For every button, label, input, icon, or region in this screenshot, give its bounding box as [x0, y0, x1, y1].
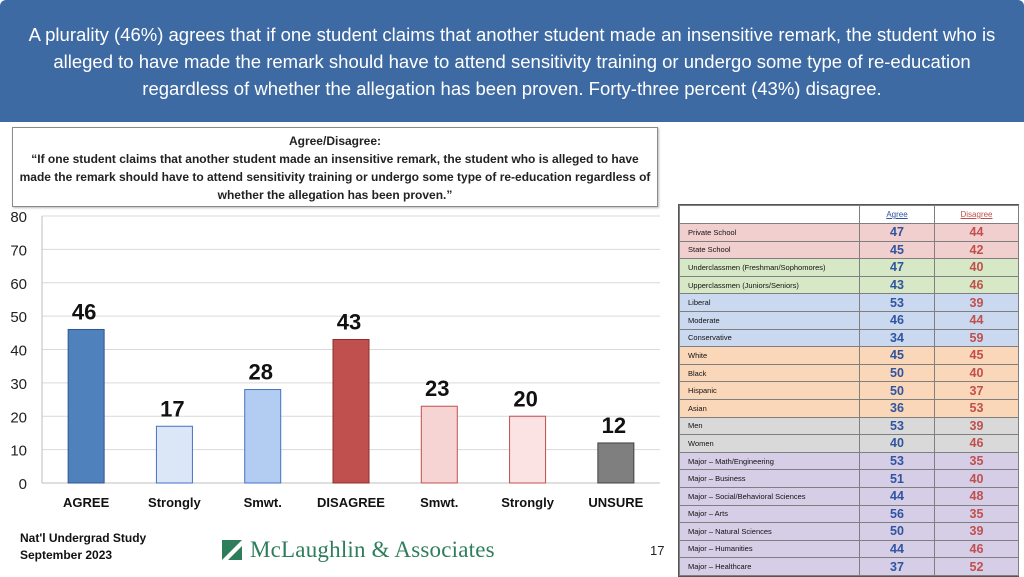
row-label: Major – Humanities [680, 540, 860, 558]
row-disagree-value: 59 [935, 329, 1019, 347]
row-disagree-value: 52 [935, 558, 1019, 576]
question-box [12, 127, 658, 207]
table-header-agree: Agree [860, 206, 935, 224]
table-row [680, 294, 1019, 312]
demographics-grid [679, 205, 1019, 576]
row-agree-value: 53 [860, 417, 935, 435]
row-agree-value: 46 [860, 311, 935, 329]
y-tick-label: 40 [10, 342, 27, 360]
row-disagree-value: 45 [935, 347, 1019, 365]
row-agree-value: 34 [860, 329, 935, 347]
table-row [680, 452, 1019, 470]
x-category-label: Smwt. [420, 495, 459, 510]
row-label: Upperclassmen (Juniors/Seniors) [680, 276, 860, 294]
row-agree-value: 50 [860, 523, 935, 541]
logo-mark-icon [222, 540, 242, 560]
bar [333, 339, 369, 483]
study-info [20, 530, 146, 564]
table-header-row [680, 206, 1019, 224]
data-label: 46 [71, 299, 97, 325]
row-disagree-value: 39 [935, 523, 1019, 541]
demographics-table [678, 204, 1019, 577]
x-category-label: AGREE [63, 495, 110, 510]
table-row [680, 417, 1019, 435]
row-disagree-value: 48 [935, 487, 1019, 505]
company-logo [222, 536, 495, 564]
row-label: Liberal [680, 294, 860, 312]
table-row [680, 470, 1019, 488]
x-category-label: Strongly [501, 495, 554, 510]
row-agree-value: 45 [860, 241, 935, 259]
row-label: Women [680, 435, 860, 453]
row-label: Conservative [680, 329, 860, 347]
row-disagree-value: 39 [935, 294, 1019, 312]
y-tick-label: 60 [10, 275, 27, 293]
row-label: Asian [680, 399, 860, 417]
row-label: Hispanic [680, 382, 860, 400]
row-agree-value: 50 [860, 382, 935, 400]
row-label: Major – Arts [680, 505, 860, 523]
table-row [680, 241, 1019, 259]
table-row [680, 259, 1019, 277]
row-disagree-value: 44 [935, 224, 1019, 242]
data-label: 43 [336, 309, 362, 335]
bar [156, 426, 192, 483]
data-label: 28 [248, 359, 273, 385]
y-tick-label: 70 [10, 242, 27, 260]
bar-chart [0, 207, 670, 517]
row-agree-value: 53 [860, 294, 935, 312]
row-disagree-value: 46 [935, 540, 1019, 558]
row-agree-value: 53 [860, 452, 935, 470]
row-disagree-value: 53 [935, 399, 1019, 417]
x-category-label: Strongly [148, 495, 201, 510]
table-row [680, 399, 1019, 417]
data-label: 12 [601, 412, 627, 438]
question-title: Agree/Disagree: [288, 134, 382, 148]
row-disagree-value: 40 [935, 470, 1019, 488]
logo-text: McLaughlin & Associates [250, 537, 495, 562]
row-agree-value: 45 [860, 347, 935, 365]
table-row [680, 540, 1019, 558]
row-disagree-value: 46 [935, 276, 1019, 294]
table-row [680, 364, 1019, 382]
row-agree-value: 51 [860, 470, 935, 488]
study-name: Nat'l Undergrad Study [20, 531, 147, 545]
row-agree-value: 44 [860, 487, 935, 505]
header-summary-text: A plurality (46%) agrees that if one student claims that another student made an insensitive remark, the student who is alleged to have made the remark should have to attend sensitivity training or undergo some type of re-education regardless of whether the allegation has been proven. Forty-three percent (43%) disagree. [28, 23, 996, 99]
row-label: Moderate [680, 311, 860, 329]
row-disagree-value: 40 [935, 259, 1019, 277]
row-disagree-value: 37 [935, 382, 1019, 400]
row-agree-value: 47 [860, 259, 935, 277]
slide-header [0, 0, 1024, 122]
table-row [680, 523, 1019, 541]
table-header-disagree: Disagree [935, 206, 1019, 224]
table-row [680, 435, 1019, 453]
table-row [680, 224, 1019, 242]
bar [245, 390, 281, 483]
row-agree-value: 37 [860, 558, 935, 576]
bar [68, 329, 104, 483]
data-label: 17 [160, 396, 185, 422]
row-label: Major – Math/Engineering [680, 452, 860, 470]
y-tick-label: 50 [10, 309, 27, 327]
row-label: Underclassmen (Freshman/Sophomores) [680, 259, 860, 277]
row-agree-value: 36 [860, 399, 935, 417]
y-tick-label: 0 [18, 476, 27, 493]
table-row [680, 276, 1019, 294]
row-label: Black [680, 364, 860, 382]
y-tick-label: 30 [10, 375, 27, 393]
row-label: Major – Business [680, 470, 860, 488]
row-label: State School [680, 241, 860, 259]
bar [598, 443, 634, 483]
table-row [680, 382, 1019, 400]
table-row [680, 329, 1019, 347]
y-tick-label: 20 [10, 409, 27, 427]
question-text: “If one student claims that another student made an insensitive remark, the student who is alleged to have made the remark should have to attend sensitivity training or undergo some type of re-education regardless of whether the allegation has been proven.” [19, 152, 651, 202]
table-row [680, 487, 1019, 505]
row-disagree-value: 35 [935, 452, 1019, 470]
row-agree-value: 43 [860, 276, 935, 294]
row-agree-value: 47 [860, 224, 935, 242]
table-row [680, 505, 1019, 523]
table-row [680, 311, 1019, 329]
table-row [680, 347, 1019, 365]
row-agree-value: 44 [860, 540, 935, 558]
row-agree-value: 56 [860, 505, 935, 523]
x-category-label: DISAGREE [317, 495, 385, 510]
x-category-label: Smwt. [243, 495, 282, 510]
row-label: White [680, 347, 860, 365]
row-label: Men [680, 417, 860, 435]
row-disagree-value: 39 [935, 417, 1019, 435]
row-disagree-value: 42 [935, 241, 1019, 259]
data-label: 20 [513, 386, 538, 412]
y-tick-label: 80 [10, 209, 27, 226]
table-row [680, 558, 1019, 576]
row-label: Private School [680, 224, 860, 242]
row-label: Major – Natural Sciences [680, 523, 860, 541]
table-header-blank [680, 206, 860, 224]
bar [510, 416, 546, 483]
y-tick-label: 10 [10, 442, 27, 460]
bar [421, 406, 457, 483]
row-disagree-value: 44 [935, 311, 1019, 329]
row-disagree-value: 35 [935, 505, 1019, 523]
page-number: 17 [650, 543, 665, 558]
x-category-label: UNSURE [588, 495, 644, 510]
row-label: Major – Healthcare [680, 558, 860, 576]
study-date: September 2023 [20, 548, 113, 562]
row-disagree-value: 40 [935, 364, 1019, 382]
data-label: 23 [425, 376, 450, 402]
row-label: Major – Social/Behavioral Sciences [680, 487, 860, 505]
row-agree-value: 50 [860, 364, 935, 382]
row-agree-value: 40 [860, 435, 935, 453]
row-disagree-value: 46 [935, 435, 1019, 453]
